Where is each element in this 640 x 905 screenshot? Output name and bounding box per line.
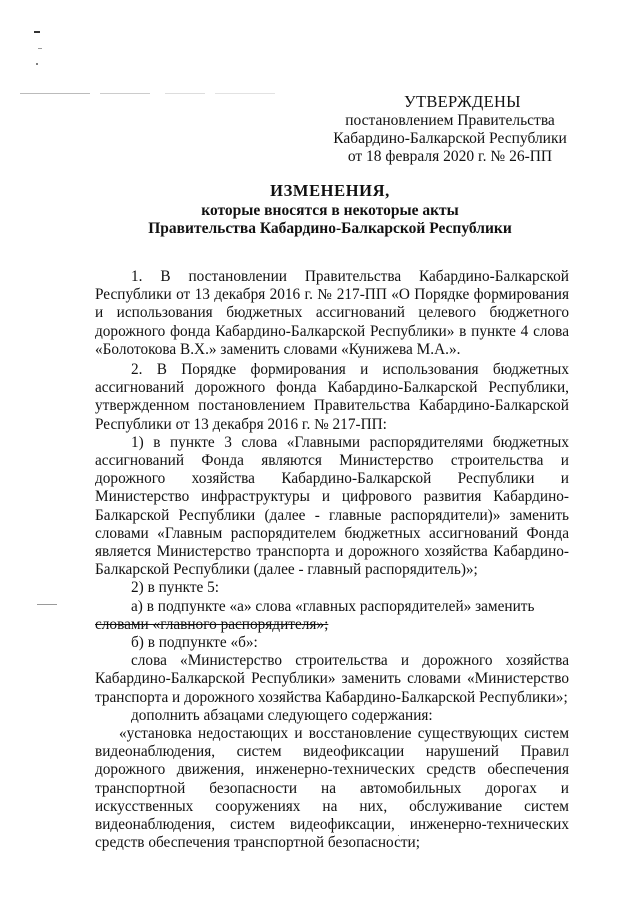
approval-block (330, 93, 570, 166)
paragraph-struck: словами «главного распорядителя»; (95, 615, 329, 633)
scan-artifact (100, 93, 150, 94)
paragraph: а) в подпункте «а» слова «главных распорядителей» заменить (131, 597, 535, 615)
scan-artifact (20, 93, 90, 94)
paragraph: 1. В постановлении Правительства Кабардино-Балкарской Республики от 13 декабря 2016 г. № 217-ПП «О Порядке формирования и использования бюджетных ассигнований целевого бюджетного дорожного фонда Кабардино-Балкарской Республики» в пункте 4 слова «Болотокова В.Х.» заменить словами «Кунижева М.А.». (95, 268, 569, 358)
scan-artifact (37, 604, 57, 605)
scan-artifact (34, 31, 40, 33)
paragraph: 1) в пункте 3 слова «Главными распорядителями бюджетных ассигнований Фонда являются Министерство строительства и дорожного хозяйства Кабардино-Балкарской Республики и Министерство инфраструктуры и цифрового развития Кабардино-Балкарской Республики (далее - главные распорядители)» заменить словами «Главным распорядителем бюджетных ассигнований Фонда является Министерство транспорта и дорожного хозяйства Кабардино-Балкарской Республики (далее - главный распорядитель)»; (95, 433, 569, 579)
scan-artifact (38, 48, 42, 49)
document-body (95, 268, 569, 853)
paragraph: «установка недостающих и восстановление существующих систем видеонаблюдения, систем видеофиксации нарушений Правил дорожного движения, инженерно-технических средств обеспечения транспортной безопасности на автомобильных дорогах и искусственных сооружениях на них, обслуживание систем видеонаблюдения, систем видеофиксации, инженерно-технических средств обеспечения транспортной безопасности; (95, 725, 569, 852)
paragraph: 2. В Порядке формирования и использования бюджетных ассигнований дорожного фонда Кабардино-Балкарской Республики, утвержденном постановлением Правительства Кабардино-Балкарской Республики от 13 декабря 2016 г. № 217-ПП: (95, 361, 569, 433)
document-title (90, 182, 570, 238)
approval-heading: УТВЕРЖДЕНЫ (404, 92, 521, 111)
approval-line: от 18 февраля 2020 г. № 26-ПП (347, 148, 553, 165)
paragraph: дополнить абзацами следующего содержания: (131, 706, 433, 724)
paragraph: 2) в пункте 5: (131, 579, 220, 597)
title-main: ИЗМЕНЕНИЯ, (270, 181, 390, 200)
title-sub: которые вносятся в некоторые акты (201, 202, 459, 219)
scan-artifact (165, 93, 205, 94)
paragraph: слова «Министерство строительства и дорожного хозяйства Кабардино-Балкарской Республики» заменить словами «Министерство транспорта и дорожного хозяйства Кабардино-Балкарской Республики»; (95, 652, 569, 706)
scan-artifact (215, 93, 275, 94)
approval-line: постановлением Правительства (345, 112, 555, 129)
scan-artifact (36, 63, 38, 65)
title-sub: Правительства Кабардино-Балкарской Республики (148, 220, 512, 237)
approval-line: Кабардино-Балкарской Республики (333, 130, 567, 147)
paragraph: б) в подпункте «б»: (131, 634, 258, 652)
